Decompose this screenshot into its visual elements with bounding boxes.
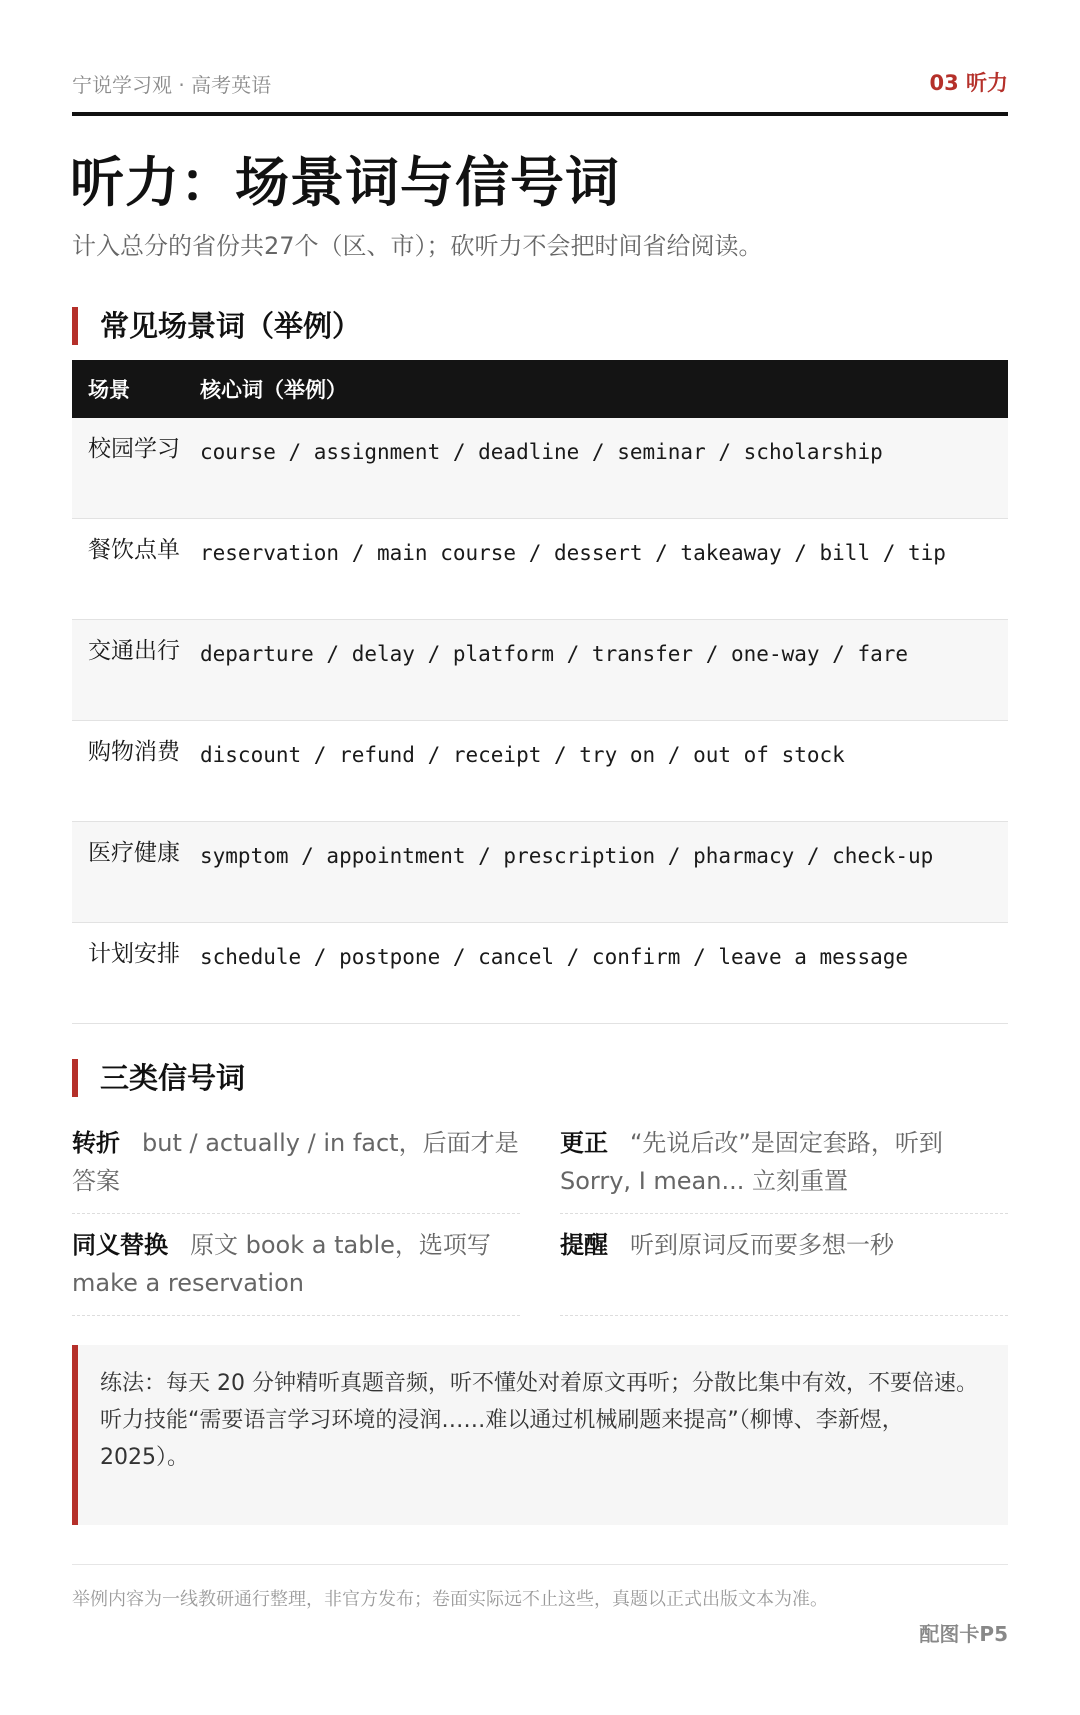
page-title: 听力：场景词与信号词 xyxy=(70,151,620,214)
column-header-words: 核心词（举例） xyxy=(200,378,347,402)
scene-cell: 交通出行 xyxy=(88,638,180,664)
page-subtitle: 计入总分的省份共27个（区、市）；砍听力不会把时间省给阅读。 xyxy=(72,232,763,260)
words-cell: discount / refund / receipt / try on / out of stock xyxy=(200,743,845,767)
signal-item xyxy=(560,1124,1008,1214)
table-row xyxy=(72,721,1008,822)
chapter-label: 03 听力 xyxy=(929,71,1008,95)
footer-disclaimer: 举例内容为一线教研通行整理，非官方发布；卷面实际远不止这些，真题以正式出版文本为准。 xyxy=(72,1589,828,1610)
table-row xyxy=(72,519,1008,620)
words-cell: reservation / main course / dessert / takeaway / bill / tip xyxy=(200,541,946,565)
words-cell: departure / delay / platform / transfer / one-way / fare xyxy=(200,642,909,666)
table-header xyxy=(72,360,1008,418)
column-header-scene: 场景 xyxy=(88,378,130,402)
words-cell: schedule / postpone / cancel / confirm / leave a message xyxy=(200,945,909,969)
signal-desc: but / actually / in fact，后面才是答案 xyxy=(72,1129,519,1195)
top-bar xyxy=(72,62,1008,116)
scene-cell: 医疗健康 xyxy=(88,840,180,866)
table-row xyxy=(72,923,1008,1024)
table-row xyxy=(72,822,1008,923)
brand-label: 宁说学习观 · 高考英语 xyxy=(72,73,272,97)
scene-cell: 计划安排 xyxy=(88,941,180,967)
signal-key: 提醒 xyxy=(560,1231,608,1259)
signal-key: 同义替换 xyxy=(72,1231,168,1259)
note-line: 练法：每天 20 分钟精听真题音频，听不懂处对着原文再听；分散比集中有效，不要倍速。 xyxy=(100,1371,978,1396)
signal-key: 转折 xyxy=(72,1129,120,1157)
signal-item xyxy=(72,1226,520,1316)
footer-page-label: 配图卡P5 xyxy=(919,1622,1008,1646)
footer-divider xyxy=(72,1564,1008,1565)
signal-item xyxy=(560,1226,1008,1316)
table-row xyxy=(72,620,1008,721)
signal-desc: “先说后改”是固定套路，听到 Sorry, I mean... 立刻重置 xyxy=(560,1129,943,1195)
signal-section-heading: 三类信号词 xyxy=(72,1059,245,1097)
signal-desc: 听到原词反而要多想一秒 xyxy=(630,1231,894,1259)
scene-section-heading: 常见场景词（举例） xyxy=(72,307,361,345)
scene-cell: 餐饮点单 xyxy=(88,537,180,563)
scene-table xyxy=(72,360,1008,1024)
practice-note xyxy=(72,1345,1008,1525)
scene-cell: 校园学习 xyxy=(88,436,180,462)
signal-key: 更正 xyxy=(560,1129,608,1157)
signal-item xyxy=(72,1124,520,1214)
table-row xyxy=(72,418,1008,519)
words-cell: symptom / appointment / prescription / pharmacy / check-up xyxy=(200,844,934,868)
words-cell: course / assignment / deadline / seminar / scholarship xyxy=(200,440,883,464)
scene-cell: 购物消费 xyxy=(88,739,180,765)
signal-desc: 原文 book a table，选项写 make a reservation xyxy=(72,1231,491,1297)
note-line: 听力技能“需要语言学习环境的浸润……难以通过机械刷题来提高”（柳博、李新煜，2025）。 xyxy=(100,1408,904,1470)
